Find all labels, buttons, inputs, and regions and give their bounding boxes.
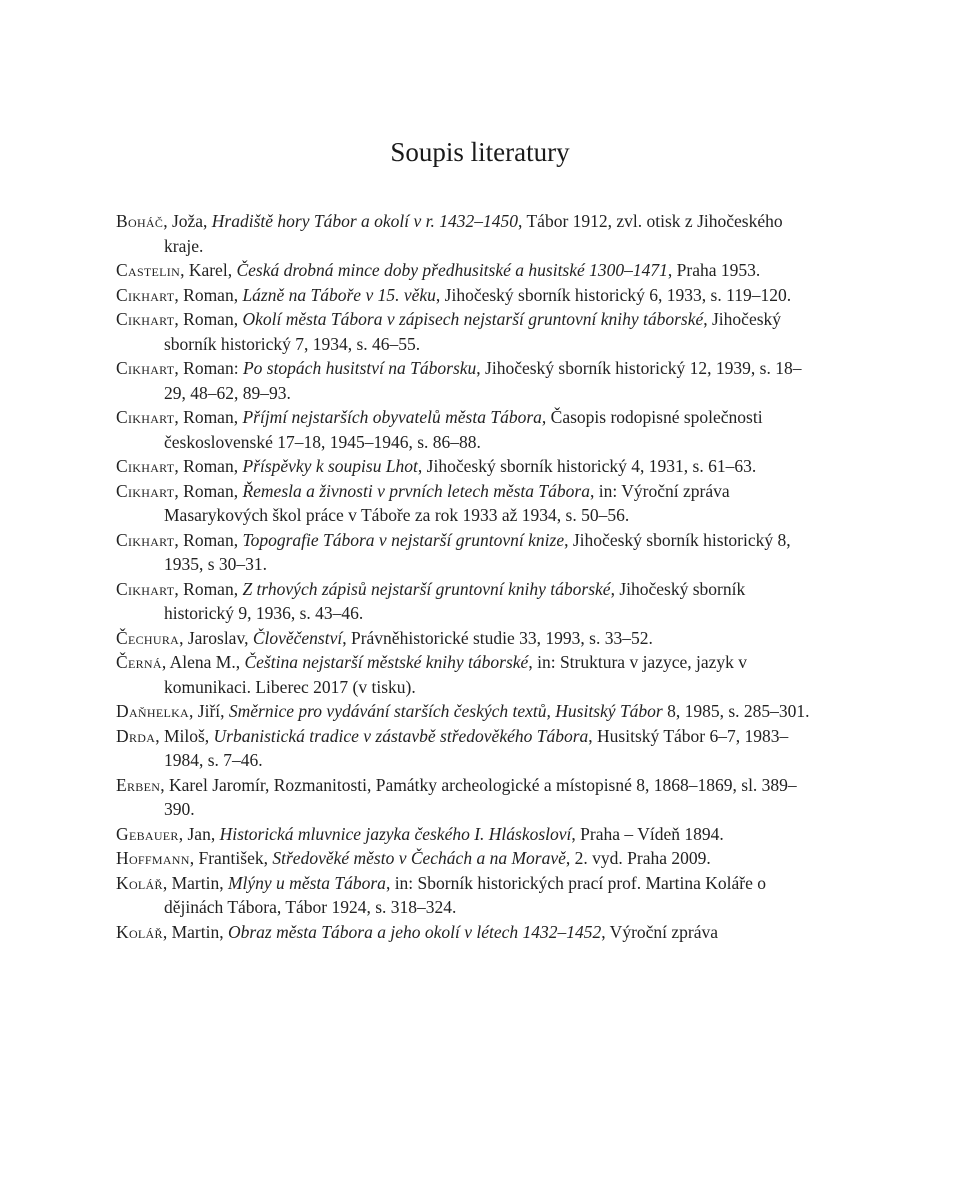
bibliography-entry <box>116 577 816 626</box>
entry-text: , Alena M., <box>161 652 245 672</box>
bibliography-entry <box>116 626 816 651</box>
entry-publication: , Tábor 1912, zvl. otisk z Jihočeského kraje. <box>164 211 783 256</box>
entry-author: Černá <box>116 652 162 672</box>
entry-author: Daňhelka <box>116 701 190 721</box>
entry-title: Člověčenství <box>252 627 343 648</box>
entry-publication: , Jihočeský sborník historický 8, 1935, s 30–31. <box>164 529 791 574</box>
entry-title: Obraz města Tábora a jeho okolí v létech 1432–1452 <box>227 921 602 942</box>
entry-author: Kolář <box>116 921 163 942</box>
entry-text: , František, <box>189 848 273 868</box>
entry-author: Kolář <box>116 872 163 893</box>
entry-author: Cikhart <box>116 407 175 427</box>
bibliography-entry <box>116 699 816 724</box>
entry-publication: , Jihočeský sborník historický 12, 1939, s. 18–29, 48–62, 89–93. <box>164 358 802 403</box>
entry-author: Drda <box>116 725 156 746</box>
bibliography-entry <box>116 920 816 945</box>
entry-title: Čeština nejstarší městské knihy táborské <box>244 652 529 672</box>
entry-text: , Roman: <box>174 358 243 378</box>
bibliography-entry <box>116 773 816 822</box>
entry-title: Směrnice pro vydávání starších českých textů, Husitský Tábor <box>228 701 663 721</box>
bibliography-entry <box>116 724 816 773</box>
entry-text: , Miloš, <box>155 725 214 746</box>
bibliography-entry <box>116 356 816 405</box>
entry-title: Česká drobná mince doby předhusitské a husitské 1300–1471 <box>236 260 668 280</box>
entry-text: , Jiří, <box>189 701 229 721</box>
entry-text: , Jaroslav, <box>179 627 253 648</box>
entry-title: Příspěvky k soupisu Lhot <box>242 456 418 476</box>
entry-title: Po stopách husitství na Táborsku <box>242 358 477 378</box>
entry-author: Cikhart <box>116 529 175 550</box>
bibliography-entry <box>116 454 816 479</box>
entry-publication: , Husitský Tábor 6–7, 1983–1984, s. 7–46. <box>164 725 789 770</box>
entry-author: Cikhart <box>116 480 175 501</box>
entry-text: , Roman, <box>174 407 243 427</box>
entry-text: , Roman, <box>174 456 243 476</box>
entry-publication: , in: Výroční zpráva Masarykových škol práce v Táboře za rok 1933 až 1934, s. 50–56. <box>164 480 730 525</box>
entry-title: Středověké město v Čechách a na Moravě <box>272 848 566 868</box>
entry-text: , Roman, <box>174 578 243 599</box>
entry-author: Gebauer <box>116 823 179 844</box>
entry-publication: , Praha – Vídeň 1894. <box>571 823 724 844</box>
entry-publication: , Jihočeský sborník historický 7, 1934, s. 46–55. <box>164 309 782 354</box>
entry-text: , Roman, <box>174 284 243 305</box>
entry-title: Příjmí nejstarších obyvatelů města Tábora <box>242 407 542 427</box>
entry-publication: , in: Sborník historických prací prof. Martina Koláře o dějinách Tábora, Tábor 1924, s. 318–324. <box>164 872 766 917</box>
entry-text: , Roman, <box>174 529 243 550</box>
bibliography-entry <box>116 405 816 454</box>
entry-author: Castelin <box>116 260 181 280</box>
entry-title: Okolí města Tábora v zápisech nejstarší gruntovní knihy táborské <box>242 309 704 329</box>
entry-text: , Martin, <box>162 872 228 893</box>
bibliography-entry <box>116 307 816 356</box>
entry-author: Erben <box>116 774 161 795</box>
bibliography-entry <box>116 209 816 258</box>
entry-publication: , Časopis rodopisné společnosti československé 17–18, 1945–1946, s. 86–88. <box>164 407 763 452</box>
page-title: Soupis literatury <box>390 137 570 167</box>
entry-text: , Karel Jaromír, Rozmanitosti, Památky archeologické a místopisné 8, 1868–1869, sl. 389–390. <box>160 774 797 819</box>
entry-title: Řemesla a živnosti v prvních letech města Tábora <box>242 480 590 501</box>
entry-text: , Roman, <box>174 480 243 501</box>
entry-publication: 8, 1985, s. 285–301. <box>662 701 810 721</box>
entry-publication: , in: Struktura v jazyce, jazyk v komunikaci. Liberec 2017 (v tisku). <box>164 652 748 697</box>
entry-title: Lázně na Táboře v 15. věku <box>242 284 436 305</box>
entry-author: Boháč <box>116 211 164 231</box>
bibliography-entry <box>116 650 816 699</box>
entry-publication: , Výroční zpráva <box>601 921 719 942</box>
entry-publication: , Jihočeský sborník historický 9, 1936, s. 43–46. <box>164 578 746 623</box>
entry-publication: , Jihočeský sborník historický 6, 1933, s. 119–120. <box>435 284 792 305</box>
bibliography-entry <box>116 283 816 308</box>
entry-title: Hradiště hory Tábor a okolí v r. 1432–1450 <box>211 211 519 231</box>
entry-text: , Jan, <box>178 823 220 844</box>
bibliography-entry <box>116 479 816 528</box>
entry-publication: , 2. vyd. Praha 2009. <box>565 848 711 868</box>
entry-author: Cikhart <box>116 284 175 305</box>
bibliography-entry <box>116 528 816 577</box>
entry-publication: , Právněhistorické studie 33, 1993, s. 33–52. <box>342 627 653 648</box>
entry-text: , Roman, <box>174 309 243 329</box>
entry-text: , Karel, <box>180 260 237 280</box>
entry-author: Čechura <box>116 627 180 648</box>
bibliography-list <box>116 209 816 944</box>
entry-publication: , Jihočeský sborník historický 4, 1931, s. 61–63. <box>417 456 757 476</box>
bibliography-entry <box>116 846 816 871</box>
entry-author: Hoffmann <box>116 848 190 868</box>
entry-title: Historická mluvnice jazyka českého I. Hláskosloví <box>219 823 572 844</box>
bibliography-entry <box>116 258 816 283</box>
entry-author: Cikhart <box>116 456 175 476</box>
bibliography-entry <box>116 871 816 920</box>
entry-author: Cikhart <box>116 358 175 378</box>
entry-title: Topografie Tábora v nejstarší gruntovní knize <box>242 529 565 550</box>
entry-text: , Martin, <box>162 921 228 942</box>
bibliography-entry <box>116 822 816 847</box>
entry-title: Urbanistická tradice v zástavbě středověkého Tábora <box>213 725 589 746</box>
entry-publication: , Praha 1953. <box>667 260 761 280</box>
entry-title: Mlýny u města Tábora <box>227 872 386 893</box>
entry-text: , Joža, <box>163 211 212 231</box>
entry-title: Z trhových zápisů nejstarší gruntovní knihy táborské <box>242 578 611 599</box>
entry-author: Cikhart <box>116 578 175 599</box>
entry-author: Cikhart <box>116 309 175 329</box>
